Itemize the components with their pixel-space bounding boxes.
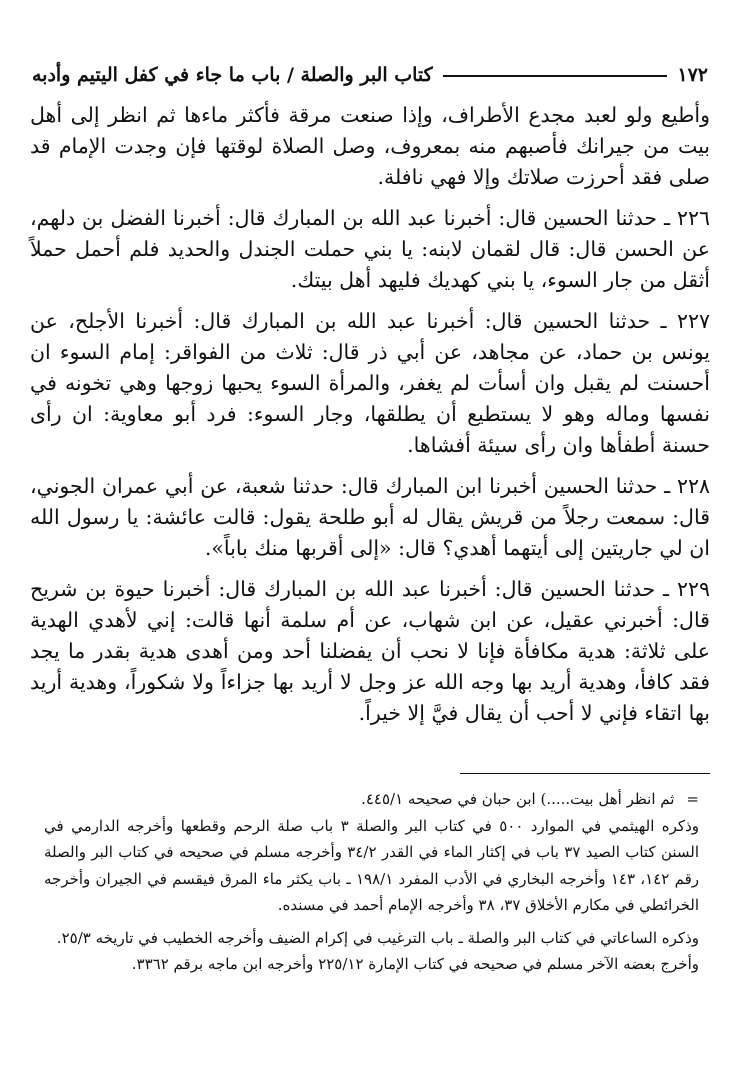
- hadith-228: ٢٢٨ ـ حدثنا الحسين أخبرنا ابن المبارك قال: حدثنا شعبة، عن أبي عمران الجوني، قال: سمعت رجلاً من قريش يقال له أبو طلحة يقول: قالت عائشة: يا رسول الله ان لي جاريتين إلى أيتهما أهدي؟ قال: «إلى أقربها منك باباً».: [30, 474, 710, 560]
- footnotes: [44, 786, 699, 978]
- page-header: [32, 52, 708, 86]
- main-text: [30, 100, 710, 739]
- footnote-text: ثم انظر أهل بيت.....) ابن حبان في صحيحه ٤٤٥/١.: [361, 790, 675, 808]
- hadith-226: ٢٢٦ ـ حدثنا الحسين قال: أخبرنا عبد الله بن المبارك قال: أخبرنا الفضل بن دلهم، عن الحسن قال: قال لقمان لابنه: يا بني حملت الجندل والحديد فلم أحمل حملاً أثقل من جار السوء، يا بني كهديك فليهد أهل بيتك.: [30, 206, 710, 292]
- hadith-227: ٢٢٧ ـ حدثنا الحسين قال: أخبرنا عبد الله بن المبارك قال: أخبرنا الأجلح، عن يونس بن حماد، عن مجاهد، عن أبي ذر قال: ثلاث من الفواقر: إمام السوء ان أحسنت لم يقبل وان أسأت لم يغفر، والمرأة السوء يحبها زوجها وهي تخونه في نفسها وماله وهو لا يستطيع أن يطلقها، وجار السوء: فرد أبو معاوية: ان رأى حسنة أطفأها وان رأى سيئة أفشاها.: [30, 309, 710, 457]
- footnote-line: [44, 786, 699, 813]
- page-number: ١٧٢: [677, 64, 708, 86]
- footnote-line: وذكره الهيثمي في الموارد ٥٠٠ في كتاب البر والصلة ٣ باب صلة الرحم وقطعها وأخرجه الدارمي في السنن كتاب الصيد ٣٧ باب في إكثار الماء في القدر ٣٤/٢ وأخرجه مسلم في صحيحه في كتاب البر والصلة رقم ١٤٢، ١٤٣ وأخرجه البخاري في الأدب المفرد ١٩٨/١ ـ باب يكثر ماء المرق فيقسم في الجيران وأخرجه الخرائطي في مكارم الأخلاق ٣٧، ٣٨ وأخرجه الإمام أحمد في مسنده.: [44, 816, 700, 914]
- footnote-line: وأخرج بعضه الآخر مسلم في صحيحه في كتاب الإمارة ٢٢٥/١٢ وأخرجه ابن ماجه برقم ٣٣٦٢.: [131, 955, 699, 973]
- header-rule: [443, 75, 668, 77]
- footnote-divider: [460, 773, 710, 774]
- hadith-229: ٢٢٩ ـ حدثنا الحسين قال: أخبرنا عبد الله بن المبارك قال: أخبرنا حيوة بن شريح قال: أخبرني عقيل، عن ابن شهاب، عن أم سلمة أنها قالت: إني لأهدي الهدية على ثلاثة: هدية مكافأة فإنا لا نحب أن يفضلنا أحد ومن أهدى هدية بقدر ما يجد فقد كافأ، وهدية أريد بها وجه الله عز وجل لا أريد بها جزاءاً ولا شكوراً، وهدية أريد بها اتقاء فإني لا أحب أن يقال فيَّ إلا خيراً.: [30, 577, 710, 725]
- paragraph-continuation: وأطيع ولو لعبد مجدع الأطراف، وإذا صنعت مرقة فأكثر ماءها ثم انظر إلى أهل بيت من جيرانك فأصبهم منه بمعروف، وصل الصلاة لوقتها فإن وجدت الإمام قد صلى فقد أحرزت صلاتك وإلا فهي نافلة.: [30, 103, 710, 189]
- continuation-marker: =: [686, 790, 699, 808]
- footnote-line: وذكره الساعاتي في كتاب البر والصلة ـ باب الترغيب في إكرام الضيف وأخرجه الخطيب في تاريخه ٢٥/٣.: [56, 928, 699, 947]
- running-title: كتاب البر والصلة / باب ما جاء في كفل اليتيم وأدبه: [32, 64, 433, 86]
